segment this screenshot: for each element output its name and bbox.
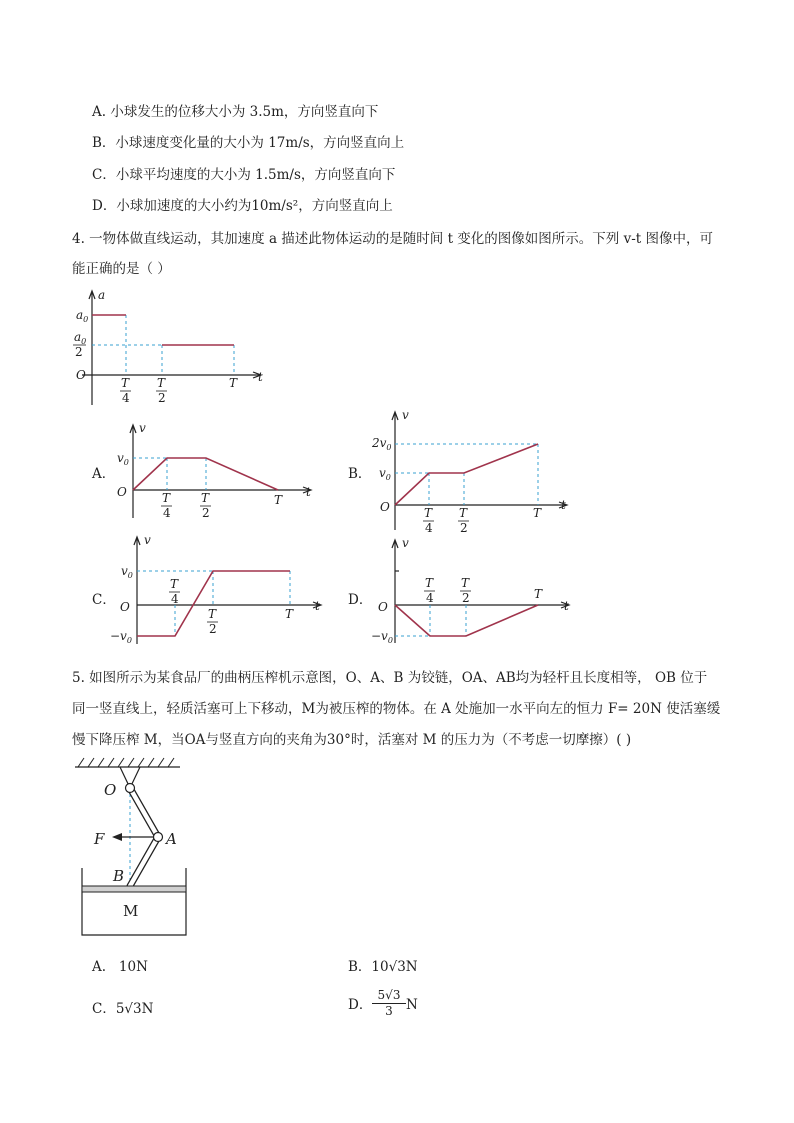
- q3-option-a: A. 小球发生的位移大小为 3.5m，方向竖直向下: [92, 104, 379, 120]
- svg-text:v0: $v_0$: [117, 451, 129, 467]
- q4-option-d-graph: [368, 535, 578, 645]
- svg-text:v: v: [402, 408, 409, 422]
- t-end-label: T: [229, 376, 238, 390]
- fig-label-o: O: [104, 781, 117, 799]
- svg-text:2: 2: [202, 506, 210, 520]
- q5-stem-line1: 5. 如图所示为某食品厂的曲柄压榨机示意图，O、A、B 为铰链，OA、AB均为轻杆且长度相等， OB 位于: [72, 670, 708, 686]
- a-axis-label: a: [98, 288, 106, 302]
- svg-text:O: O: [380, 500, 390, 514]
- svg-text:T: T: [461, 576, 470, 590]
- q4-option-b-graph: [368, 405, 578, 535]
- svg-text:O: O: [378, 600, 388, 614]
- svg-text:2: 2: [209, 622, 217, 636]
- svg-text:t: t: [315, 599, 320, 613]
- half-a0-den: 2: [75, 345, 83, 359]
- q4-stem-line2: 能正确的是（ ）: [72, 261, 171, 277]
- fig-label-f: F: [94, 830, 105, 848]
- svg-text:t: t: [564, 599, 569, 613]
- q4-option-c-graph: [110, 532, 330, 647]
- svg-text:2v0: $2v_0$: [372, 436, 392, 452]
- svg-text:v0: $v_0$: [121, 564, 133, 580]
- svg-text:T: T: [285, 607, 294, 621]
- q5-option-d: D．: [348, 997, 373, 1013]
- svg-text:4: 4: [426, 591, 434, 605]
- fig-label-a: A: [166, 830, 177, 848]
- a0-sub: 0: [83, 315, 89, 324]
- t4-num: T: [121, 376, 130, 390]
- fig-label-m: M: [123, 902, 139, 920]
- q4-option-a-label: A．: [92, 466, 116, 482]
- svg-text:T: T: [425, 576, 434, 590]
- q5-option-d-fraction: 5√3 3: [372, 988, 406, 1019]
- q5-option-d-unit: N: [406, 997, 418, 1013]
- svg-text:T: T: [274, 493, 283, 507]
- svg-text:T: T: [533, 506, 542, 520]
- svg-text:−v0: $-v_0$: [371, 629, 393, 645]
- svg-text:t: t: [306, 485, 311, 499]
- svg-text:a0: [74, 330, 86, 346]
- q4-option-b-label: B．: [348, 466, 372, 482]
- svg-text:−v0: $-v_0$: [110, 629, 132, 645]
- q4-option-a-graph: [110, 418, 320, 523]
- svg-text:v: v: [402, 536, 409, 550]
- svg-text:O: O: [120, 600, 130, 614]
- q5-crank-press-figure: [70, 755, 200, 940]
- origin-label: O: [76, 368, 86, 382]
- half-a0-num: a: [74, 330, 82, 344]
- q4-option-c-label: C．: [92, 592, 116, 608]
- q5-option-b: B．10√3N: [348, 959, 418, 975]
- svg-text:T: T: [170, 577, 179, 591]
- t2-num: T: [157, 376, 166, 390]
- t4-den: 4: [122, 391, 130, 405]
- svg-text:T: T: [424, 506, 433, 520]
- t-axis-label: t: [258, 370, 263, 384]
- q4-stem-line1: 4. 一物体做直线运动，其加速度 a 描述此物体运动的是随时间 t 变化的图像如图所示。下列 v-t 图像中，可: [72, 231, 714, 247]
- svg-text:T: T: [534, 587, 543, 601]
- q3-option-b: B．小球速度变化量的大小为 17m/s，方向竖直向上: [92, 135, 405, 151]
- svg-text:4: 4: [163, 506, 171, 520]
- q3-option-c: C．小球平均速度的大小为 1.5m/s，方向竖直向下: [92, 167, 396, 183]
- svg-text:4: 4: [425, 521, 433, 535]
- t2-den: 2: [158, 391, 166, 405]
- svg-text:4: 4: [171, 592, 179, 606]
- svg-text:v0: $v_0$: [379, 466, 391, 482]
- svg-text:T: T: [459, 506, 468, 520]
- svg-text:T: T: [208, 607, 217, 621]
- a0-label: a: [76, 308, 84, 322]
- fig-label-b: B: [113, 867, 125, 885]
- v-label: v: [139, 421, 146, 435]
- q3-option-d: D．小球加速度的大小约为10m/s²，方向竖直向上: [92, 198, 393, 214]
- half-a0-sub: 0: [81, 337, 87, 346]
- q5-stem-line3: 慢下降压榨 M，当OA与竖直方向的夹角为30°时，活塞对 M 的压力为（不考虑一切摩擦）( ): [72, 732, 632, 748]
- svg-text:2: 2: [462, 591, 470, 605]
- q5-option-c: C．5√3N: [92, 1001, 154, 1017]
- svg-text:T: T: [162, 491, 171, 505]
- svg-text:2: 2: [460, 521, 468, 535]
- q5-option-a: A. 10N: [92, 959, 148, 975]
- svg-text:O: O: [117, 485, 127, 499]
- svg-text:T: T: [201, 491, 210, 505]
- svg-text:t: t: [561, 498, 566, 512]
- q4-option-d-label: D．: [348, 592, 373, 608]
- svg-text:v: v: [144, 533, 151, 547]
- svg-text:a0: [76, 308, 88, 324]
- q4-acceleration-time-graph: [60, 285, 280, 410]
- q5-stem-line2: 同一竖直线上，轻质活塞可上下移动，M为被压榨的物体。在 A 处施加一水平向左的恒力 F= 20N 使活塞缓: [72, 701, 721, 717]
